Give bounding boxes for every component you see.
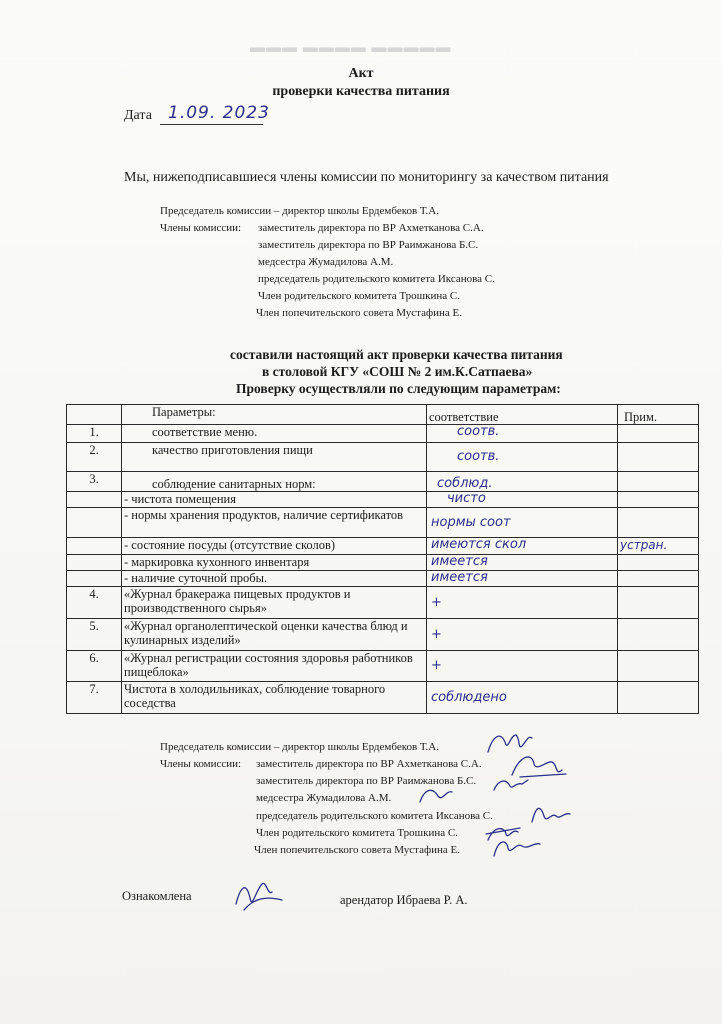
row-value: + bbox=[427, 619, 618, 651]
row-num: 5. bbox=[67, 619, 122, 651]
signature-member-6 bbox=[494, 842, 540, 856]
member-line: Член попечительского совета Мустафина Е. bbox=[254, 844, 460, 856]
row-note: устран. bbox=[618, 538, 699, 555]
members-label: Члены комиссии: bbox=[160, 222, 242, 234]
doc-subtitle: проверки качества питания bbox=[272, 84, 450, 99]
row-value: + bbox=[427, 587, 618, 619]
chair-line: Председатель комиссии – директор школы Ердембеков Т.А. bbox=[160, 205, 439, 217]
signature-member-3 bbox=[420, 790, 452, 802]
row-value: имеется bbox=[427, 555, 618, 571]
acknowledged-label: Ознакомлена bbox=[122, 889, 192, 903]
row-num: 6. bbox=[67, 651, 122, 682]
row-num: 4. bbox=[67, 587, 122, 619]
date-value: 1.09. 2023 bbox=[168, 103, 270, 123]
date-label: Дата bbox=[124, 108, 152, 123]
member-line: заместитель директора по ВР Ахметканова С.А. bbox=[258, 222, 484, 234]
header-note: Прим. bbox=[618, 405, 699, 425]
bleed-through: ▬▬▬ ▬▬▬▬ ▬▬▬▬▬ bbox=[250, 40, 452, 56]
row-value: соблюд. bbox=[427, 472, 618, 492]
row-param: «Журнал регистрации состояния здоровья работников пищеблока» bbox=[122, 651, 427, 682]
row-param: Чистота в холодильниках, соблюдение товарного соседства bbox=[122, 682, 427, 714]
row-param: - нормы хранения продуктов, наличие сертификатов bbox=[122, 508, 427, 538]
member-line: медсестра Жумадилова А.М. bbox=[258, 256, 394, 268]
doc-title: Акт bbox=[348, 66, 374, 81]
member-line: председатель родительского комитета Иксанова С. bbox=[256, 810, 493, 822]
row-param: - маркировка кухонного инвентаря bbox=[122, 555, 427, 571]
row-param: - наличие суточной пробы. bbox=[122, 571, 427, 587]
row-param: качество приготовления пищи bbox=[122, 443, 427, 472]
member-line: медсестра Жумадилова А.М. bbox=[256, 792, 392, 804]
member-line: Член родительского комитета Трошкина С. bbox=[258, 290, 460, 302]
signature-member-4 bbox=[532, 808, 570, 822]
row-num: 7. bbox=[67, 682, 122, 714]
row-value: имеются скол bbox=[427, 538, 618, 555]
row-value: соблюдено bbox=[427, 682, 618, 714]
member-line: председатель родительского комитета Иксанова С. bbox=[258, 273, 495, 285]
tenant-line: арендатор Ибраева Р. А. bbox=[340, 893, 468, 907]
row-num: 1. bbox=[67, 425, 122, 443]
row-value: нормы соот bbox=[427, 508, 618, 538]
chair-line: Председатель комиссии – директор школы Ердембеков Т.А. bbox=[160, 741, 439, 753]
row-num: 3. bbox=[67, 472, 122, 492]
row-param: «Журнал органолептической оценки качества блюд и кулинарных изделий» bbox=[122, 619, 427, 651]
row-param: - состояние посуды (отсутствие сколов) bbox=[122, 538, 427, 555]
member-line: заместитель директора по ВР Раимжанова Б.С. bbox=[258, 239, 479, 251]
member-line: заместитель директора по ВР Ахметканова С.А. bbox=[256, 758, 482, 770]
signature-chair bbox=[488, 735, 532, 752]
row-param: соответствие меню. bbox=[122, 425, 427, 443]
row-value: + bbox=[427, 651, 618, 682]
act-line-2: в столовой КГУ «СОШ № 2 им.К.Сатпаева» bbox=[262, 364, 533, 379]
signature-member-1 bbox=[512, 757, 566, 777]
members-label: Члены комиссии: bbox=[160, 758, 242, 770]
row-num: 2. bbox=[67, 443, 122, 472]
row-value: соотв. bbox=[427, 425, 618, 443]
row-param: «Журнал бракеража пищевых продуктов и производственного сырья» bbox=[122, 587, 427, 619]
row-value: соотв. bbox=[427, 443, 618, 472]
signature-member-2 bbox=[494, 780, 528, 790]
member-line: Член попечительского совета Мустафина Е. bbox=[256, 307, 462, 319]
header-params: Параметры: bbox=[122, 405, 427, 425]
act-line-1: составили настоящий акт проверки качества питания bbox=[230, 347, 563, 362]
member-line: заместитель директора по ВР Раимжанова Б.С. bbox=[256, 775, 477, 787]
signature-tenant bbox=[236, 883, 282, 910]
signature-member-5 bbox=[486, 828, 520, 840]
row-param: соблюдение санитарных норм: bbox=[122, 472, 427, 492]
intro-text: Мы, нижеподписавшиеся члены комиссии по мониторингу за качеством питания bbox=[124, 170, 609, 185]
header-compliance: соответствие bbox=[427, 405, 618, 425]
row-value: имеется bbox=[427, 571, 618, 587]
act-line-3: Проверку осуществляли по следующим параметрам: bbox=[236, 381, 561, 396]
row-param: - чистота помещения bbox=[122, 492, 427, 508]
row-value: чисто bbox=[427, 492, 618, 508]
member-line: Член родительского комитета Трошкина С. bbox=[256, 827, 458, 839]
